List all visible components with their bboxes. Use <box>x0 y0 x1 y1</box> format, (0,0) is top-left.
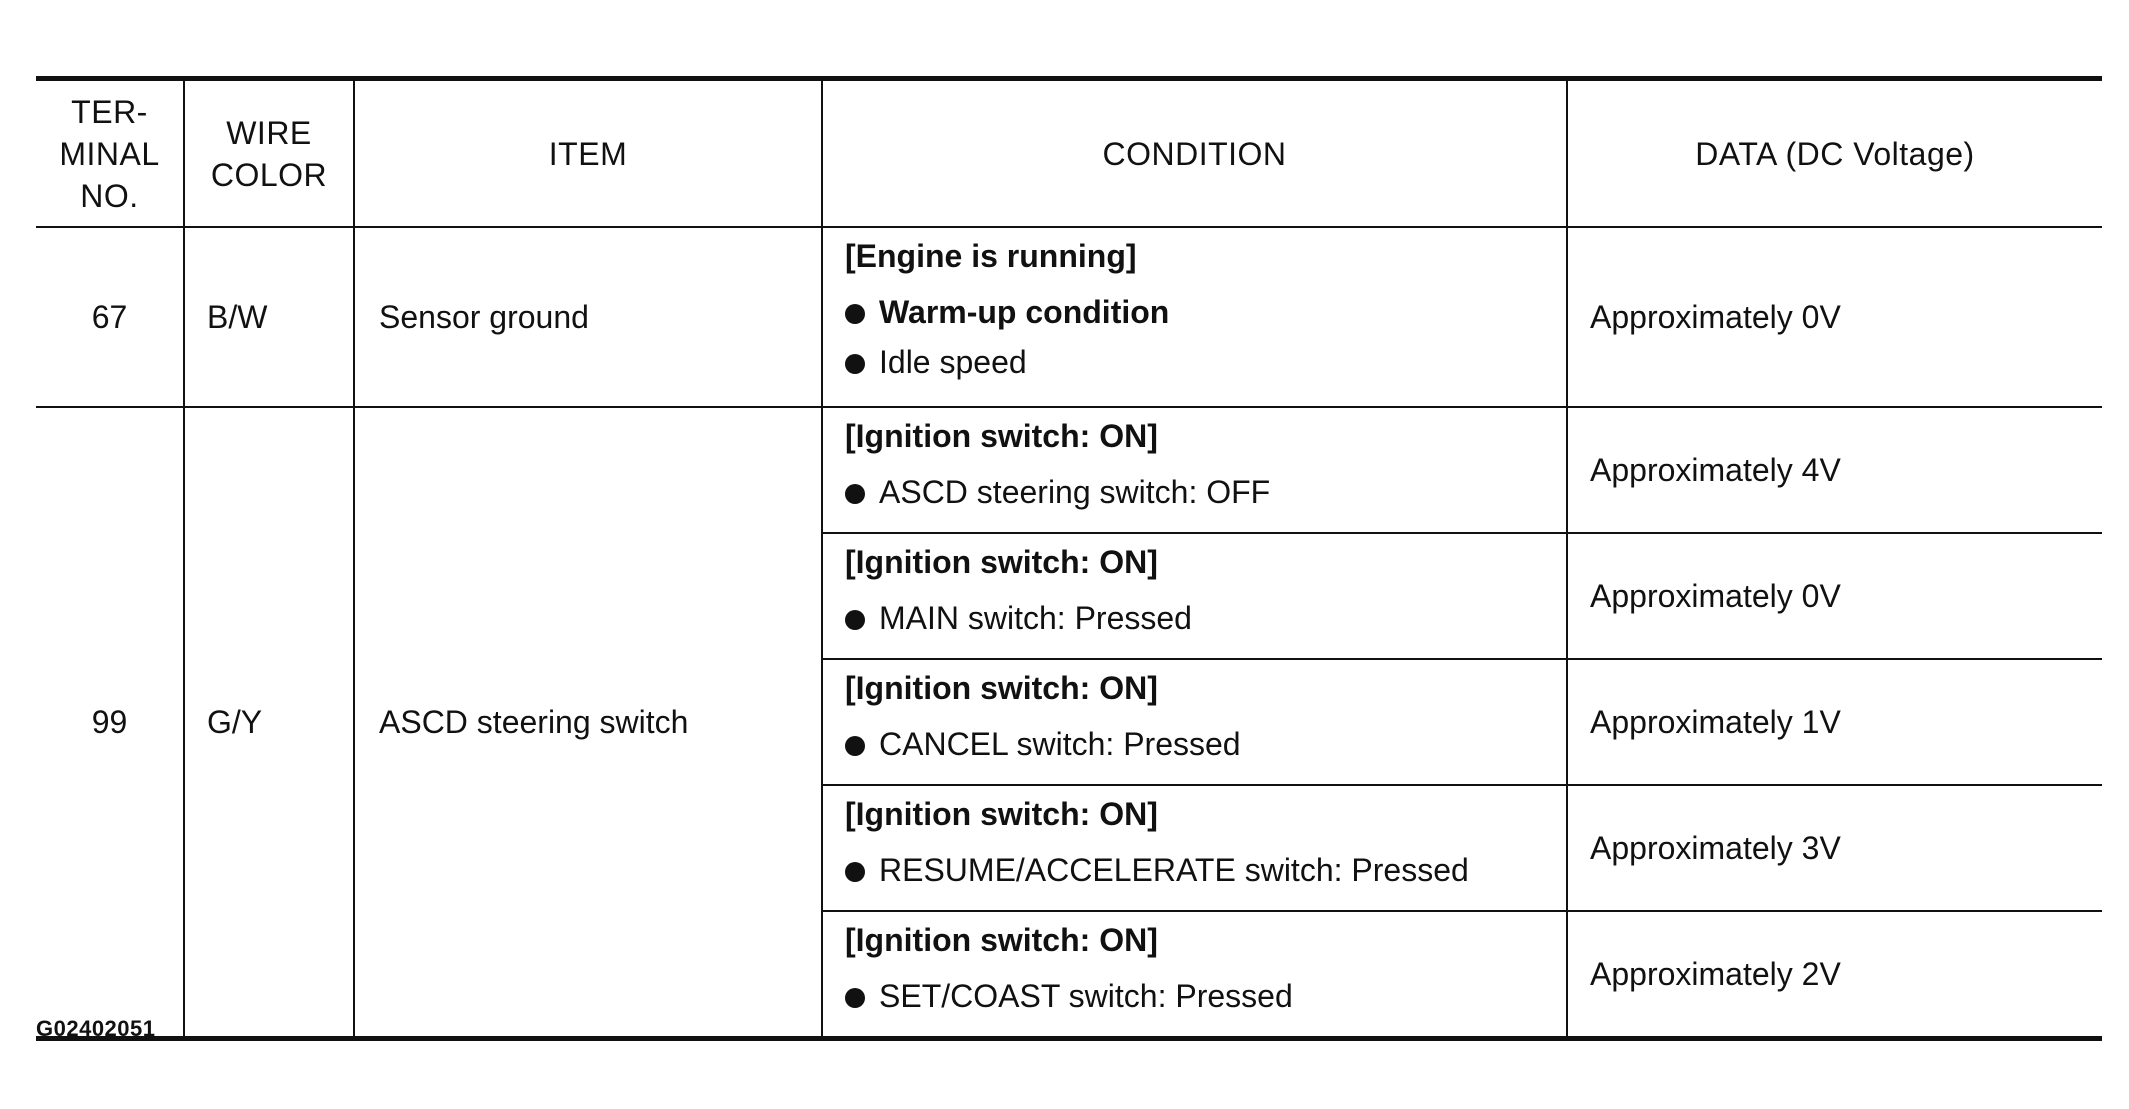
bullet-dot-icon <box>845 354 865 374</box>
bullet-dot-icon <box>845 862 865 882</box>
header-wire-line-2: COLOR <box>210 156 328 193</box>
condition-bullet-text: MAIN switch: Pressed <box>879 600 1192 636</box>
data-value: Approximately 4V <box>1567 407 2102 533</box>
condition-cell <box>822 785 1567 911</box>
condition-bullet-text: Warm-up condition <box>879 294 1170 330</box>
header-item: ITEM <box>354 79 822 228</box>
condition-bullet <box>845 342 1566 382</box>
condition-cell <box>822 659 1567 785</box>
header-wire-color <box>184 79 354 228</box>
wire-color: B/W <box>184 227 354 407</box>
condition-bullet <box>845 724 1566 764</box>
condition-bullet <box>845 850 1566 890</box>
figure-code: G02402051 <box>36 1016 156 1041</box>
condition-bullet-text: SET/COAST switch: Pressed <box>879 978 1293 1014</box>
condition-bullet <box>845 598 1566 638</box>
condition-bullet <box>845 472 1566 512</box>
terminal-number: 99 <box>36 407 184 1039</box>
header-terminal-no <box>36 79 184 228</box>
condition-bullet-text: RESUME/ACCELERATE switch: Pressed <box>879 852 1469 888</box>
condition-title: [Ignition switch: ON] <box>845 418 1158 454</box>
bullet-dot-icon <box>845 304 865 324</box>
ecm-terminal-table <box>36 76 2102 1041</box>
header-wire-line-1: WIRE <box>226 114 312 151</box>
condition-title: [Ignition switch: ON] <box>845 670 1158 706</box>
data-value: Approximately 1V <box>1567 659 2102 785</box>
header-terminal-line-3: NO. <box>80 177 139 214</box>
condition-title: [Ignition switch: ON] <box>845 796 1158 832</box>
header-terminal-line-1: TER- <box>71 93 148 130</box>
bullet-dot-icon <box>845 988 865 1008</box>
item-name: ASCD steering switch <box>354 407 822 1039</box>
header-terminal-line-2: MINAL <box>59 135 160 172</box>
condition-bullet-text: Idle speed <box>879 344 1027 380</box>
bullet-dot-icon <box>845 736 865 756</box>
terminal-number: 67 <box>36 227 184 407</box>
wire-color: G/Y <box>184 407 354 1039</box>
condition-bullet-text: ASCD steering switch: OFF <box>879 474 1271 510</box>
table-row <box>36 407 2102 533</box>
condition-title: [Ignition switch: ON] <box>845 922 1158 958</box>
header-data: DATA (DC Voltage) <box>1567 79 2102 228</box>
condition-bullet <box>845 292 1566 332</box>
condition-title: [Engine is running] <box>845 238 1137 274</box>
table-row <box>36 227 2102 407</box>
condition-cell <box>822 407 1567 533</box>
data-value: Approximately 0V <box>1567 533 2102 659</box>
table-header-row <box>36 79 2102 228</box>
condition-bullet-text: CANCEL switch: Pressed <box>879 726 1241 762</box>
bullet-dot-icon <box>845 484 865 504</box>
condition-title: [Ignition switch: ON] <box>845 544 1158 580</box>
bullet-dot-icon <box>845 610 865 630</box>
data-value: Approximately 3V <box>1567 785 2102 911</box>
item-name: Sensor ground <box>354 227 822 407</box>
data-value: Approximately 0V <box>1567 227 2102 407</box>
condition-cell <box>822 911 1567 1039</box>
data-value: Approximately 2V <box>1567 911 2102 1039</box>
condition-cell <box>822 533 1567 659</box>
condition-bullet <box>845 976 1566 1016</box>
condition-cell <box>822 227 1567 407</box>
terminal-data-sheet <box>36 76 2102 1041</box>
header-condition: CONDITION <box>822 79 1567 228</box>
